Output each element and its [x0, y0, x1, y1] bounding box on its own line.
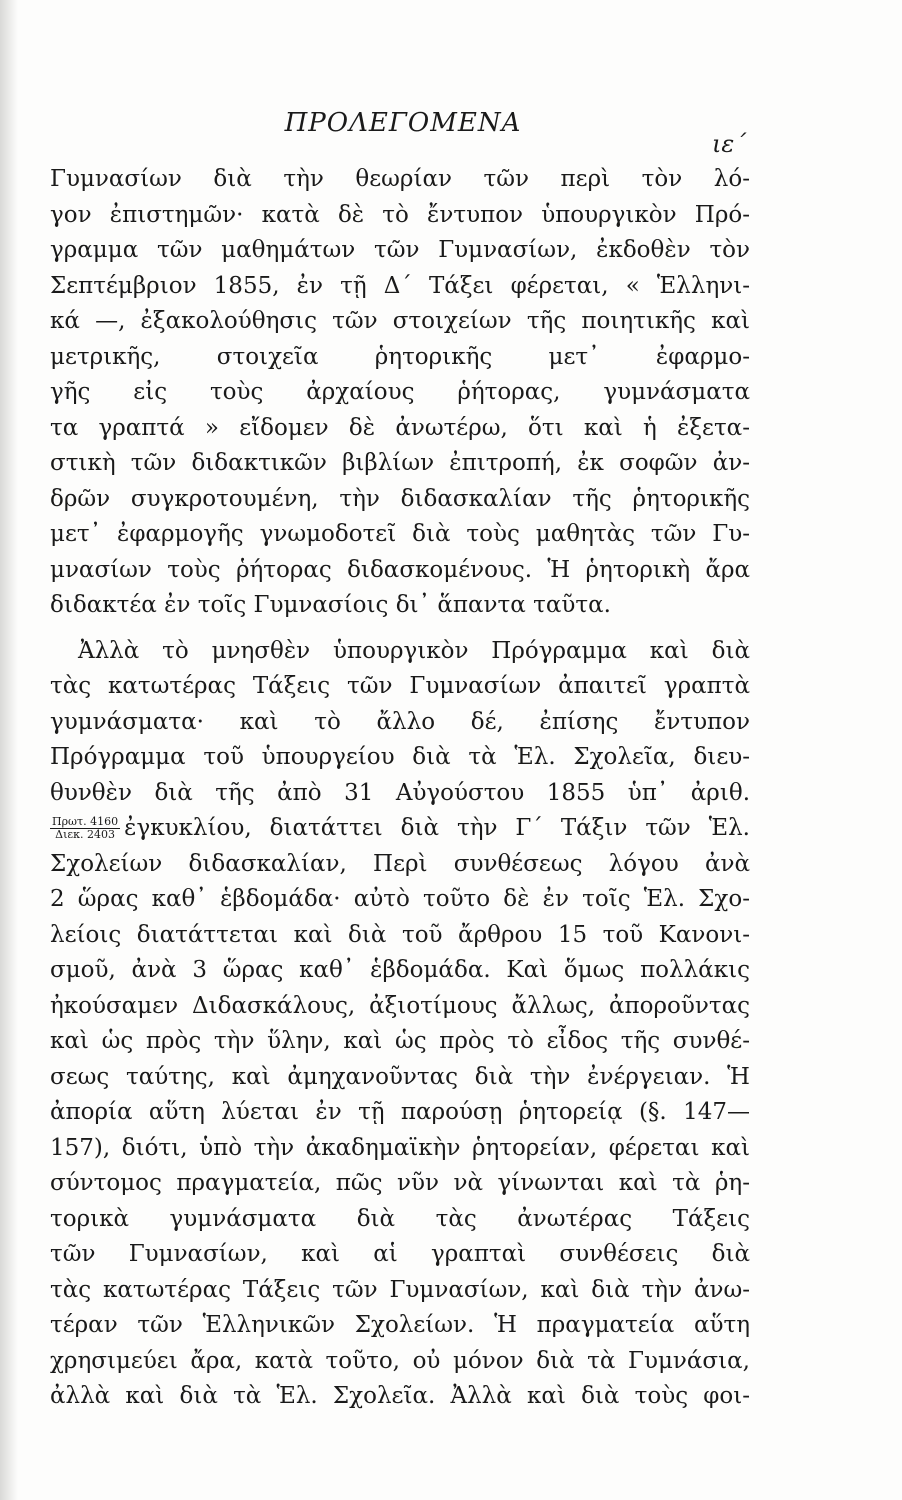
- paragraph-2-continued: [50, 847, 750, 1415]
- text-line: ἀπορία αὕτη λύεται ἐν τῇ παρούσῃ ῥητορείᾳ (§. 147—: [50, 1099, 750, 1125]
- text-line: τορικὰ γυμνάσματα διὰ τὰς ἀνωτέρας Τάξεις: [50, 1205, 750, 1232]
- text-line: γῆς εἰς τοὺς ἀρχαίους ῥήτορας, γυμνάσματα: [50, 379, 750, 405]
- reference-denominator: Διεκ. 2403: [55, 828, 115, 842]
- text-line: σεως ταύτης, καὶ ἀμηχανοῦντας διὰ τὴν ἐνέργειαν. Ἡ: [50, 1063, 750, 1090]
- text-line: γον ἐπιστημῶν· κατὰ δὲ τὸ ἔντυπον ὑπουργικὸν Πρό-: [50, 201, 750, 228]
- text-line: ἠκούσαμεν Διδασκάλους, ἀξιοτίμους ἄλλως, ἀποροῦντας: [50, 992, 750, 1019]
- text-line: κά —, ἐξακολούθησις τῶν στοιχείων τῆς ποιητικῆς καὶ: [50, 308, 750, 334]
- paragraph-1: [50, 162, 750, 624]
- text-line: διδακτέα ἐν τοῖς Γυμνασίοις δι᾽ ἅπαντα ταῦτα.: [50, 592, 611, 618]
- text-line: σμοῦ, ἀνὰ 3 ὥρας καθ᾽ ἑβδομάδα. Καὶ ὅμως πολλάκις: [50, 957, 750, 983]
- text-line: μετρικῆς, στοιχεῖα ῥητορικῆς μετ᾽ ἐφαρμο-: [50, 343, 750, 370]
- reference-numerator: Πρωτ. 4160: [52, 815, 119, 829]
- text-line: τῶν Γυμνασίων, καὶ αἱ γραπταὶ συνθέσεις διὰ: [50, 1241, 750, 1267]
- text-line: Ἀλλὰ τὸ μνησθὲν ὑπουργικὸν Πρόγραμμα καὶ διὰ: [78, 637, 750, 664]
- protocol-reference: [50, 816, 120, 841]
- body-text: [50, 162, 750, 1415]
- paragraph-2-start: [50, 634, 750, 812]
- text-line: τέραν τῶν Ἑλληνικῶν Σχολείων. Ἡ πραγματεία αὕτη: [50, 1312, 750, 1338]
- page-header: [0, 108, 902, 158]
- text-line: γυμνάσματα· καὶ τὸ ἄλλο δέ, ἐπίσης ἔντυπον: [50, 708, 750, 735]
- reference-line-text: ἐγκυκλίου, διατάττει διὰ τὴν Γ΄ Τάξιν τῶν Ἑλ.: [124, 815, 750, 841]
- running-head: ΠΡΟΛΕΓΟΜΕΝΑ: [284, 108, 522, 138]
- text-line: τὰς κατωτέρας Τάξεις τῶν Γυμνασίων ἀπαιτεῖ γραπτὰ: [50, 673, 750, 699]
- text-line: ἀλλὰ καὶ διὰ τὰ Ἑλ. Σχολεῖα. Ἀλλὰ καὶ διὰ τοὺς φοι-: [50, 1383, 750, 1409]
- text-line: Σεπτέμβριον 1855, ἐν τῇ Δ΄ Τάξει φέρεται, « Ἑλληνι-: [50, 272, 750, 299]
- text-line: θυνθὲν διὰ τῆς ἀπὸ 31 Αὐγούστου 1855 ὑπ᾽ ἀριθ.: [50, 779, 750, 806]
- text-line: λείοις διατάττεται καὶ διὰ τοῦ ἄρθρου 15 τοῦ Κανονι-: [50, 921, 750, 948]
- page-spine-shadow: [0, 0, 18, 1500]
- text-line: γραμμα τῶν μαθημάτων τῶν Γυμνασίων, ἐκδοθὲν τὸν: [50, 237, 750, 263]
- text-line: τὰς κατωτέρας Τάξεις τῶν Γυμνασίων, καὶ διὰ τὴν ἀνω-: [50, 1276, 750, 1303]
- text-line: 2 ὥρας καθ᾽ ἑβδομάδα· αὐτὸ τοῦτο δὲ ἐν τοῖς Ἑλ. Σχο-: [50, 886, 750, 912]
- text-line: χρησιμεύει ἄρα, κατὰ τοῦτο, οὐ μόνον διὰ τὰ Γυμνάσια,: [50, 1347, 750, 1374]
- text-line: στικὴ τῶν διδακτικῶν βιβλίων ἐπιτροπή, ἐκ σοφῶν ἀν-: [50, 450, 750, 476]
- text-line: σύντομος πραγματεία, πῶς νῦν νὰ γίνωνται καὶ τὰ ῥη-: [50, 1170, 750, 1196]
- page-number: ιε΄: [712, 130, 747, 158]
- text-line: Γυμνασίων διὰ τὴν θεωρίαν τῶν περὶ τὸν λό-: [50, 166, 750, 192]
- text-line: Πρόγραμμα τοῦ ὑπουργείου διὰ τὰ Ἑλ. Σχολεῖα, διευ-: [50, 744, 750, 770]
- text-line: τα γραπτά » εἴδομεν δὲ ἀνωτέρω, ὅτι καὶ ἡ ἐξετα-: [50, 414, 750, 441]
- text-line: μνασίων τοὺς ῥήτορας διδασκομένους. Ἡ ῥητορικὴ ἄρα: [50, 556, 750, 583]
- text-line: Σχολείων διδασκαλίαν, Περὶ συνθέσεως λόγου ἀνὰ: [50, 850, 750, 877]
- text-line: δρῶν συγκροτουμένη, τὴν διδασκαλίαν τῆς ῥητορικῆς: [50, 485, 750, 512]
- reference-line: [50, 811, 750, 847]
- text-line: καὶ ὡς πρὸς τὴν ὕλην, καὶ ὡς πρὸς τὸ εἶδος τῆς συνθέ-: [50, 1028, 750, 1054]
- text-line: μετ᾽ ἐφαρμογῆς γνωμοδοτεῖ διὰ τοὺς μαθητὰς τῶν Γυ-: [50, 521, 750, 547]
- text-line: 157), διότι, ὑπὸ τὴν ἀκαδημαϊκὴν ῥητορείαν, φέρεται καὶ: [50, 1134, 750, 1161]
